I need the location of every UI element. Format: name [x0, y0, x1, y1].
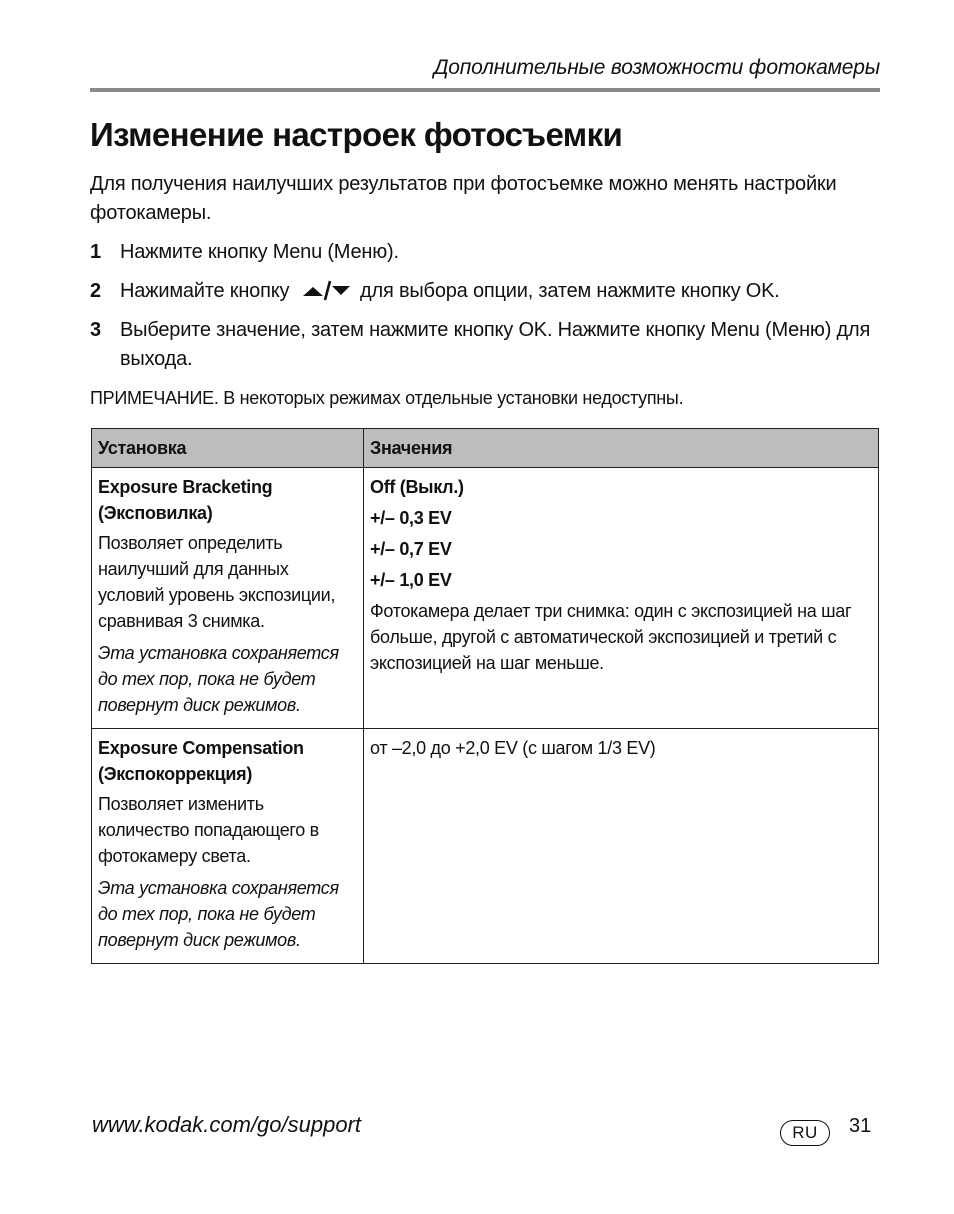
step-number: 2 — [90, 280, 101, 302]
steps-list — [90, 238, 880, 384]
values-cell — [364, 468, 879, 729]
setting-description: Позволяет изменить количество попадающего в фотокамеру света. — [98, 794, 319, 866]
value-option: +/– 0,3 EV — [370, 508, 452, 528]
page-number: 31 — [849, 1115, 872, 1137]
step-text: Нажмите кнопку Menu (Меню). — [120, 241, 399, 263]
intro-paragraph: Для получения наилучших результатов при фотосъемке можно менять настройки фотокамеры. — [90, 173, 837, 224]
step-1 — [90, 238, 880, 267]
page-title: Изменение настроек фотосъемки — [90, 116, 623, 153]
step-text-after: для выбора опции, затем нажмите кнопку OK. — [360, 280, 780, 302]
settings-table — [91, 428, 879, 964]
header-values: Значения — [364, 429, 879, 468]
step-2 — [90, 277, 880, 306]
setting-cell — [92, 729, 364, 964]
values-cell — [364, 729, 879, 964]
note: ПРИМЕЧАНИЕ. В некоторых режимах отдельные установки недоступны. — [90, 388, 684, 408]
running-header: Дополнительные возможности фотокамеры — [433, 56, 880, 79]
value-option: +/– 0,7 EV — [370, 539, 452, 559]
value-option: +/– 1,0 EV — [370, 570, 452, 590]
header-rule — [90, 88, 880, 92]
value-description: Фотокамера делает три снимка: один с экспозицией на шаг больше, другой с автоматической экспозицией и третий с экспозицией на шаг меньше. — [370, 601, 852, 673]
value-option: Off (Выкл.) — [370, 477, 464, 497]
step-3 — [90, 316, 880, 374]
step-number: 3 — [90, 319, 101, 341]
language-badge: RU — [780, 1120, 830, 1146]
setting-name: Exposure Compensation (Экспокоррекция) — [98, 738, 304, 784]
header-setting: Установка — [92, 429, 364, 468]
value-description: от –2,0 до +2,0 EV (с шагом 1/3 EV) — [370, 738, 656, 758]
support-url: www.kodak.com/go/support — [92, 1112, 362, 1137]
up-down-arrow-icon — [301, 279, 351, 301]
table-row — [92, 729, 879, 964]
setting-persistence-note: Эта установка сохраняется до тех пор, пока не будет повернут диск режимов. — [98, 878, 339, 950]
setting-name: Exposure Bracketing (Эксповилка) — [98, 477, 273, 523]
table-header-row — [92, 429, 879, 468]
setting-persistence-note: Эта установка сохраняется до тех пор, пока не будет повернут диск режимов. — [98, 643, 339, 715]
table-row — [92, 468, 879, 729]
step-number: 1 — [90, 241, 101, 263]
setting-description: Позволяет определить наилучший для данных условий уровень экспозиции, сравнивая 3 снимка. — [98, 533, 336, 631]
setting-cell — [92, 468, 364, 729]
step-text: Выберите значение, затем нажмите кнопку OK. Нажмите кнопку Menu (Меню) для выхода. — [120, 319, 871, 370]
step-text-before: Нажимайте кнопку — [120, 280, 290, 302]
